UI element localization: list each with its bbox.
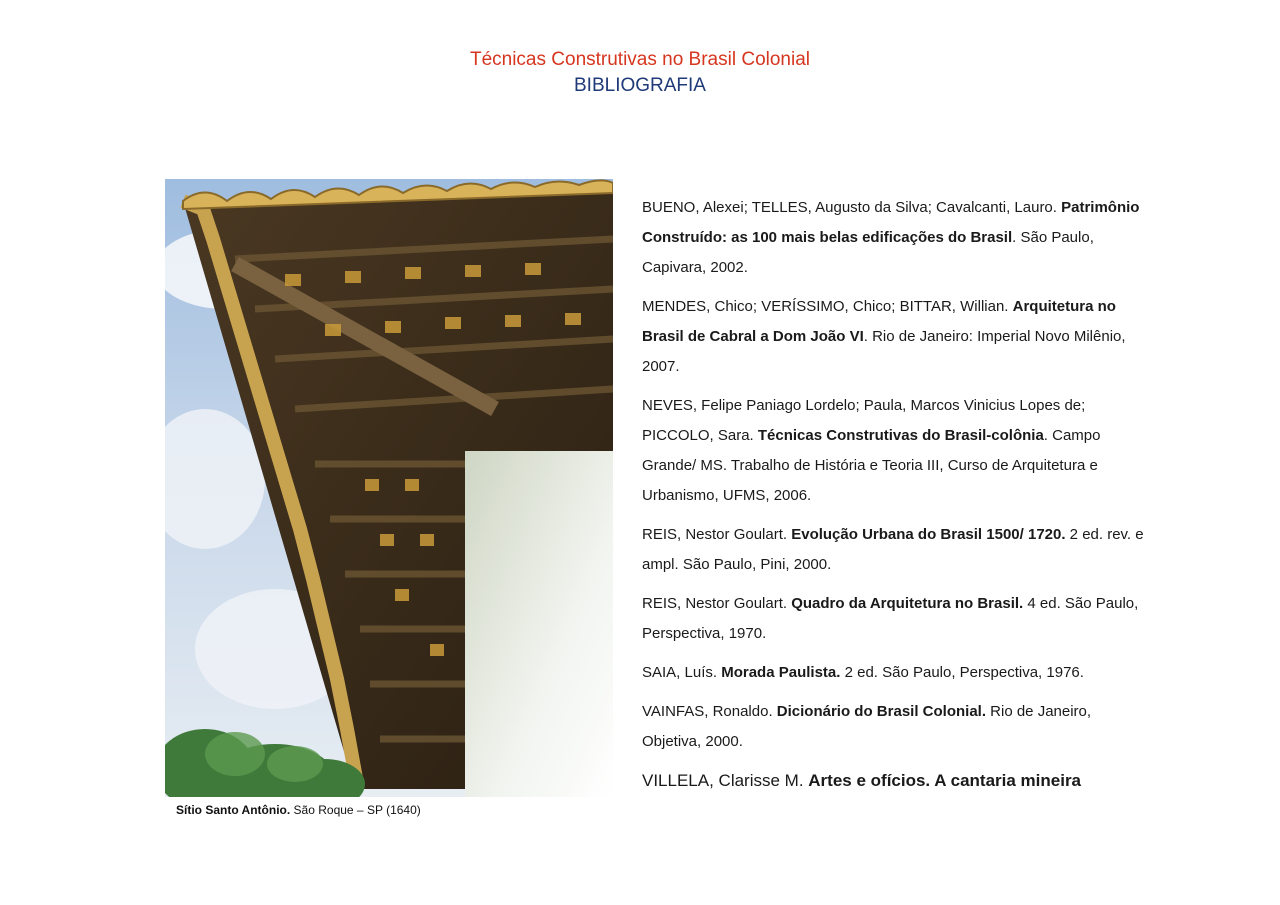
entry-publication: 4 ed. São Paulo, Perspectiva, 1970. [642,595,1139,642]
entry-title: Quadro da Arquitetura no Brasil. [791,595,1024,612]
entry-authors: VAINFAS, Ronaldo. [642,703,777,720]
entry-publication: 2 ed. rev. e ampl. São Paulo, Pini, 2000. [642,526,1144,573]
entry-publication: 2 ed. São Paulo, Perspectiva, 1976. [840,664,1084,681]
entry-publication: Rio de Janeiro, Objetiva, 2000. [642,703,1092,750]
entry-title: Artes e ofícios. A cantaria mineira [808,771,1082,790]
roof-eave-photo [165,179,613,797]
bibliography-entry [642,766,1147,796]
page-header [0,47,1280,99]
entry-authors: SAIA, Luís. [642,664,722,681]
entry-title: Técnicas Construtivas do Brasil-colônia [757,427,1044,444]
caption-details: São Roque – SP (1640) [290,803,421,817]
document-title: Técnicas Construtivas no Brasil Colonial [469,49,811,70]
entry-authors: VILLELA, Clarisse M. [642,771,809,790]
entry-authors: BUENO, Alexei; TELLES, Augusto da Silva; Cavalcanti, Lauro. [642,199,1062,216]
entry-authors: NEVES, Felipe Paniago Lordelo; Paula, Marcos Vinicius Lopes de; PICCOLO, Sara. [642,397,1086,444]
bibliography-entry [642,391,1147,511]
entry-title: Dicionário do Brasil Colonial. [776,703,986,720]
bibliography-list [642,193,1147,805]
entry-title: Morada Paulista. [721,664,841,681]
figure-caption [176,803,421,817]
entry-title: Arquitetura no Brasil de Cabral a Dom João VI [642,298,1116,345]
bibliography-entry [642,520,1147,580]
bibliography-entry [642,658,1147,688]
bibliography-entry [642,697,1147,757]
section-title: BIBLIOGRAFIA [574,75,706,96]
entry-authors: REIS, Nestor Goulart. [642,526,792,543]
caption-place: Sítio Santo Antônio. [176,803,291,817]
entry-title: Evolução Urbana do Brasil 1500/ 1720. [791,526,1066,543]
entry-publication: . Campo Grande/ MS. Trabalho de História e Teoria III, Curso de Arquitetura e Urbanismo, UFMS, 2006. [642,427,1101,504]
bibliography-entry [642,292,1147,382]
bibliography-entry [642,193,1147,283]
entry-authors: MENDES, Chico; VERÍSSIMO, Chico; BITTAR, Willian. [642,298,1013,315]
bibliography-entry [642,589,1147,649]
entry-publication: . São Paulo, Capivara, 2002. [642,229,1094,276]
entry-publication: . Rio de Janeiro: Imperial Novo Milênio, 2007. [642,328,1126,375]
entry-authors: REIS, Nestor Goulart. [642,595,792,612]
entry-title: Patrimônio Construído: as 100 mais belas edificações do Brasil [642,199,1140,246]
